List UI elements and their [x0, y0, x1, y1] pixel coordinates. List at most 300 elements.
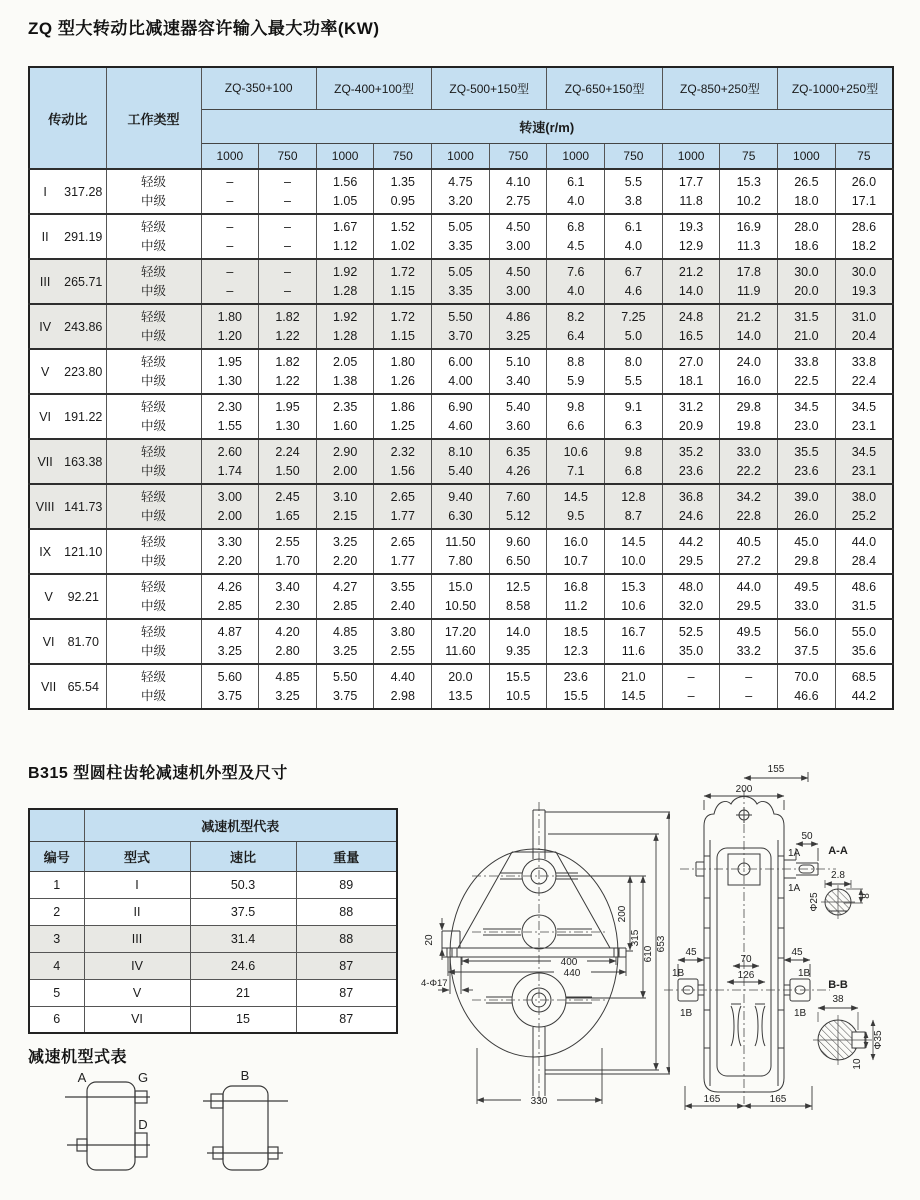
value-mid: 1.65: [275, 508, 300, 523]
value-mid: 19.3: [851, 283, 877, 298]
value-cell: [835, 664, 893, 709]
worktype-light: 轻级: [140, 309, 166, 324]
value-light: 7.60: [505, 489, 531, 504]
dim-653: 653: [656, 935, 667, 953]
value-mid: 6.6: [567, 418, 585, 433]
value-cell: [374, 664, 432, 709]
value-mid: 1.22: [275, 328, 300, 343]
value-mid: –: [745, 688, 753, 703]
value-cell: [547, 439, 605, 484]
value-light: 15.3: [736, 174, 761, 189]
value-mid: 2.20: [217, 553, 242, 568]
value-light: 1.92: [332, 309, 358, 324]
b315-cell-weight: 88: [296, 925, 397, 952]
value-light: 52.5: [678, 624, 704, 639]
value-cell: [547, 664, 605, 709]
value-mid: 1.15: [390, 283, 415, 298]
value-mid: 0.95: [390, 193, 415, 208]
ratio-wrap: [30, 455, 106, 469]
dim-bolt-holes: 4-Φ17: [421, 978, 448, 989]
value-cell: [432, 619, 490, 664]
b315-cell-weight: 87: [296, 979, 397, 1006]
ratio-value: 223.80: [64, 364, 103, 379]
value-light: 3.30: [217, 534, 242, 549]
value-cell: [316, 304, 374, 349]
b315-dimension-table: [28, 808, 398, 1034]
front-dimension-lines: [438, 812, 670, 1104]
value-mid: 2.15: [332, 508, 358, 523]
value-mid: 25.2: [851, 508, 877, 523]
label-g: G: [137, 1070, 149, 1085]
value-mid: 20.9: [678, 418, 704, 433]
ratio-value: 291.19: [64, 229, 103, 244]
worktype-light: 轻级: [140, 264, 166, 279]
label-1b: 1B: [672, 968, 685, 979]
worktype-cell: [106, 484, 201, 529]
value-mid: 10.6: [621, 598, 646, 613]
value-cell: [201, 574, 259, 619]
label-1b: 1B: [794, 1008, 807, 1019]
value-light: 17.7: [678, 174, 704, 189]
value-cell: [835, 484, 893, 529]
value-cell: [201, 529, 259, 574]
worktype-mid: 中级: [140, 193, 166, 208]
value-light: 15.0: [448, 579, 473, 594]
value-mid: 2.98: [390, 688, 415, 703]
model-header: ZQ-350+100: [201, 67, 316, 109]
value-cell: [720, 619, 778, 664]
value-cell: [778, 619, 836, 664]
value-cell: [835, 169, 893, 214]
dim-key10: 10: [852, 1058, 863, 1070]
ratio-value: 191.22: [64, 409, 103, 424]
value-light: 49.5: [794, 579, 819, 594]
value-mid: –: [284, 238, 291, 253]
value-mid: 11.3: [737, 238, 761, 253]
value-cell: [605, 349, 663, 394]
speed-col-header: 1000: [778, 143, 836, 169]
value-cell: [835, 394, 893, 439]
value-cell: [605, 259, 663, 304]
value-cell: [662, 664, 720, 709]
table-row: [29, 439, 893, 484]
value-light: 2.35: [332, 399, 358, 414]
b315-corner-cell: [29, 809, 84, 841]
dim-400: 400: [560, 957, 578, 968]
value-mid: 23.0: [794, 418, 819, 433]
front-dimension-labels: [421, 905, 667, 1107]
section-bb: [813, 979, 884, 1070]
value-light: 31.0: [851, 309, 877, 324]
value-cell: [662, 574, 720, 619]
value-light: –: [284, 174, 291, 189]
value-light: 44.0: [736, 579, 761, 594]
value-light: 4.75: [448, 174, 473, 189]
type-diagrams: [55, 1066, 385, 1196]
b315-cell-no: 3: [29, 925, 84, 952]
value-cell: [835, 574, 893, 619]
ratio-wrap: [30, 680, 106, 694]
value-cell: [547, 259, 605, 304]
value-light: 8.10: [448, 444, 473, 459]
value-cell: [374, 619, 432, 664]
value-light: 2.60: [217, 444, 242, 459]
value-light: 1.95: [217, 354, 242, 369]
value-mid: 7.80: [448, 553, 473, 568]
value-mid: 7.1: [567, 463, 585, 478]
value-mid: –: [226, 193, 234, 208]
section-bb-title: B-B: [828, 979, 848, 991]
ratio-value: 81.70: [67, 634, 99, 649]
ratio-value: 92.21: [67, 589, 99, 604]
value-cell: [201, 484, 259, 529]
value-light: 14.0: [505, 624, 531, 639]
b315-cell-ratio: 24.6: [190, 952, 296, 979]
value-mid: 3.70: [448, 328, 473, 343]
page-title: ZQ 型大转动比减速器容许输入最大功率(KW): [28, 19, 380, 38]
worktype-cell: [106, 394, 201, 439]
b315-cell-type: V: [84, 979, 190, 1006]
model-header: ZQ-650+150型: [547, 67, 662, 109]
worktype-mid: 中级: [140, 463, 166, 478]
worktype-light: 轻级: [140, 624, 166, 639]
value-light: 5.60: [217, 669, 242, 684]
label-a: A: [77, 1070, 87, 1085]
value-light: 4.26: [217, 579, 242, 594]
value-light: 20.0: [448, 669, 473, 684]
section-title-b315: B315 型圆柱齿轮减速机外型及尺寸: [28, 765, 288, 782]
value-cell: [316, 439, 374, 484]
value-light: 34.5: [794, 399, 819, 414]
b315-row: [29, 952, 397, 979]
worktype-cell: [106, 259, 201, 304]
value-cell: [547, 619, 605, 664]
main-table-body: [29, 169, 893, 709]
value-light: 48.0: [678, 579, 704, 594]
value-mid: 29.8: [794, 553, 819, 568]
value-light: –: [745, 669, 753, 684]
speed-col-header: 1000: [662, 143, 720, 169]
value-light: 6.00: [448, 354, 473, 369]
value-mid: 3.25: [505, 328, 531, 343]
dim-70: 70: [740, 954, 752, 965]
b315-cell-no: 2: [29, 898, 84, 925]
value-cell: [316, 484, 374, 529]
worktype-light: 轻级: [140, 534, 166, 549]
value-light: 3.55: [390, 579, 415, 594]
value-mid: 6.30: [448, 508, 473, 523]
worktype-light: 轻级: [140, 444, 166, 459]
type-diagram-left: [65, 1082, 150, 1170]
dim-165: 165: [769, 1094, 787, 1105]
side-housing-outline: [678, 797, 818, 1093]
value-mid: 11.9: [737, 283, 761, 298]
value-light: 26.5: [794, 174, 819, 189]
value-light: 8.0: [624, 354, 643, 369]
value-light: 4.87: [217, 624, 242, 639]
speed-span-header: 转速(r/m): [201, 109, 893, 143]
value-mid: 2.55: [390, 643, 415, 658]
value-cell: [432, 574, 490, 619]
value-mid: 10.0: [621, 553, 646, 568]
value-cell: [662, 214, 720, 259]
value-mid: 4.0: [624, 238, 643, 253]
value-cell: [432, 394, 490, 439]
table-row: [29, 214, 893, 259]
value-mid: 19.8: [736, 418, 761, 433]
col-header-ratio: 传动比: [29, 67, 106, 169]
value-cell: [374, 529, 432, 574]
value-cell: [374, 484, 432, 529]
value-light: 1.72: [390, 309, 415, 324]
value-cell: [720, 484, 778, 529]
value-light: 24.8: [678, 309, 704, 324]
worktype-cell: [106, 169, 201, 214]
value-mid: 1.60: [332, 418, 358, 433]
ratio-wrap: [30, 545, 106, 559]
value-mid: 3.00: [505, 283, 531, 298]
ratio-cell: [29, 349, 106, 394]
value-light: 38.0: [851, 489, 877, 504]
b315-cell-type: III: [84, 925, 190, 952]
ratio-cell: [29, 259, 106, 304]
value-light: 24.0: [736, 354, 761, 369]
worktype-mid: 中级: [140, 418, 166, 433]
value-mid: 5.9: [567, 373, 585, 388]
dim-200: 200: [735, 784, 753, 795]
ratio-value: 317.28: [64, 184, 103, 199]
value-light: 9.60: [505, 534, 531, 549]
ratio-cell: [29, 169, 106, 214]
dim-315: 315: [630, 929, 641, 947]
value-mid: 1.15: [390, 328, 415, 343]
value-mid: 32.0: [678, 598, 704, 613]
value-mid: 33.2: [736, 643, 761, 658]
value-light: 12.5: [505, 579, 531, 594]
value-mid: –: [226, 238, 234, 253]
speed-col-header: 1000: [316, 143, 374, 169]
power-table-header: [29, 67, 893, 169]
value-light: 31.2: [678, 399, 704, 414]
value-cell: [432, 304, 490, 349]
value-cell: [720, 214, 778, 259]
value-cell: [316, 214, 374, 259]
value-light: 5.05: [448, 264, 473, 279]
b315-cell-ratio: 21: [190, 979, 296, 1006]
value-light: 39.0: [794, 489, 819, 504]
value-cell: [432, 349, 490, 394]
col-header-worktype: 工作类型: [106, 67, 201, 169]
value-cell: [778, 529, 836, 574]
model-header: ZQ-400+100型: [316, 67, 431, 109]
value-mid: 1.77: [390, 553, 415, 568]
dim-dia25: Φ25: [809, 892, 820, 912]
value-mid: 23.6: [678, 463, 704, 478]
value-light: 2.90: [332, 444, 358, 459]
value-mid: 1.05: [332, 193, 358, 208]
value-light: 70.0: [794, 669, 819, 684]
value-light: 44.2: [678, 534, 704, 549]
value-cell: [662, 439, 720, 484]
ratio-numeral: I: [43, 184, 47, 199]
value-mid: 29.5: [678, 553, 704, 568]
b315-cell-ratio: 50.3: [190, 871, 296, 898]
value-mid: 22.4: [851, 373, 877, 388]
value-light: 16.7: [621, 624, 646, 639]
value-cell: [489, 304, 547, 349]
value-light: 2.30: [217, 399, 242, 414]
value-mid: 9.5: [567, 508, 585, 523]
value-mid: 11.8: [679, 193, 703, 208]
speed-col-header: 750: [489, 143, 547, 169]
value-cell: [374, 169, 432, 214]
value-cell: [201, 349, 259, 394]
ratio-value: 243.86: [64, 319, 103, 334]
b315-cell-no: 6: [29, 1006, 84, 1033]
ratio-numeral: IX: [39, 544, 52, 559]
dim-610: 610: [643, 945, 654, 963]
value-cell: [201, 619, 259, 664]
value-light: 34.5: [851, 399, 877, 414]
value-cell: [432, 169, 490, 214]
value-cell: [489, 574, 547, 619]
value-cell: [201, 214, 259, 259]
value-cell: [778, 169, 836, 214]
value-cell: [605, 619, 663, 664]
ratio-value: 265.71: [64, 274, 103, 289]
ratio-cell: [29, 439, 106, 484]
value-mid: 3.35: [448, 238, 473, 253]
value-mid: 6.4: [567, 328, 585, 343]
dim-440: 440: [563, 968, 581, 979]
value-light: 17.8: [736, 264, 761, 279]
value-mid: 3.20: [448, 193, 473, 208]
value-mid: 12.3: [563, 643, 588, 658]
value-cell: [720, 259, 778, 304]
value-cell: [316, 619, 374, 664]
worktype-light: 轻级: [140, 489, 166, 504]
value-mid: 16.5: [678, 328, 704, 343]
value-mid: –: [687, 688, 695, 703]
value-mid: 5.40: [448, 463, 473, 478]
value-cell: [201, 394, 259, 439]
ratio-numeral: III: [39, 274, 51, 289]
value-light: 55.0: [851, 624, 877, 639]
ratio-numeral: VII: [40, 679, 57, 694]
value-mid: 33.0: [794, 598, 819, 613]
value-mid: 23.6: [794, 463, 819, 478]
value-cell: [720, 169, 778, 214]
dim-50: 50: [801, 831, 813, 842]
value-cell: [778, 664, 836, 709]
value-mid: 37.5: [794, 643, 819, 658]
value-cell: [374, 259, 432, 304]
value-light: 9.1: [624, 399, 643, 414]
value-light: 1.35: [390, 174, 415, 189]
b315-row: [29, 1006, 397, 1033]
speed-col-header: 75: [720, 143, 778, 169]
value-light: 8.2: [567, 309, 585, 324]
dim-126: 126: [737, 970, 755, 981]
value-light: 14.5: [621, 534, 646, 549]
speed-col-header: 750: [374, 143, 432, 169]
value-cell: [547, 394, 605, 439]
ratio-wrap: [30, 275, 106, 289]
ratio-value: 121.10: [64, 544, 103, 559]
value-mid: 5.0: [624, 328, 643, 343]
ratio-numeral: VI: [39, 409, 52, 424]
value-light: 34.2: [736, 489, 761, 504]
value-cell: [489, 529, 547, 574]
value-mid: 1.55: [217, 418, 242, 433]
value-cell: [201, 304, 259, 349]
value-light: 16.9: [736, 219, 761, 234]
value-cell: [835, 619, 893, 664]
worktype-cell: [106, 664, 201, 709]
value-cell: [778, 574, 836, 619]
value-mid: 22.8: [736, 508, 761, 523]
value-cell: [201, 664, 259, 709]
value-mid: 1.30: [217, 373, 242, 388]
value-cell: [259, 304, 317, 349]
value-mid: 3.75: [332, 688, 358, 703]
value-cell: [374, 304, 432, 349]
value-mid: 8.7: [624, 508, 643, 523]
ratio-cell: [29, 304, 106, 349]
b315-col-header: 编号: [29, 841, 84, 871]
value-light: 28.0: [794, 219, 819, 234]
worktype-mid: 中级: [140, 238, 166, 253]
value-cell: [374, 439, 432, 484]
power-rating-table: [28, 66, 894, 710]
value-mid: 14.0: [736, 328, 761, 343]
b315-cell-weight: 88: [296, 898, 397, 925]
b315-row: [29, 898, 397, 925]
value-light: 3.40: [275, 579, 300, 594]
value-mid: 1.26: [390, 373, 415, 388]
value-mid: 15.5: [563, 688, 588, 703]
value-light: 2.65: [390, 489, 415, 504]
value-mid: 28.4: [851, 553, 877, 568]
value-light: 2.24: [275, 444, 300, 459]
dim-45: 45: [791, 947, 803, 958]
value-mid: 4.00: [448, 373, 473, 388]
ratio-value: 141.73: [64, 499, 103, 514]
value-light: –: [284, 264, 291, 279]
value-mid: 35.0: [678, 643, 704, 658]
value-cell: [201, 259, 259, 304]
value-mid: 2.30: [275, 598, 300, 613]
dim-165: 165: [703, 1094, 721, 1105]
value-cell: [720, 664, 778, 709]
value-light: 33.0: [736, 444, 761, 459]
value-mid: 11.2: [564, 598, 588, 613]
worktype-light: 轻级: [140, 669, 166, 684]
value-cell: [605, 574, 663, 619]
value-light: 31.5: [794, 309, 819, 324]
value-light: 2.65: [390, 534, 415, 549]
value-light: 4.40: [390, 669, 415, 684]
value-light: 3.10: [332, 489, 358, 504]
value-mid: 5.12: [505, 508, 531, 523]
value-light: 4.86: [505, 309, 531, 324]
value-light: 21.2: [736, 309, 761, 324]
value-light: 6.1: [624, 219, 643, 234]
value-light: 1.80: [390, 354, 415, 369]
value-mid: 27.2: [736, 553, 761, 568]
worktype-light: 轻级: [140, 399, 166, 414]
value-mid: 3.25: [217, 643, 242, 658]
